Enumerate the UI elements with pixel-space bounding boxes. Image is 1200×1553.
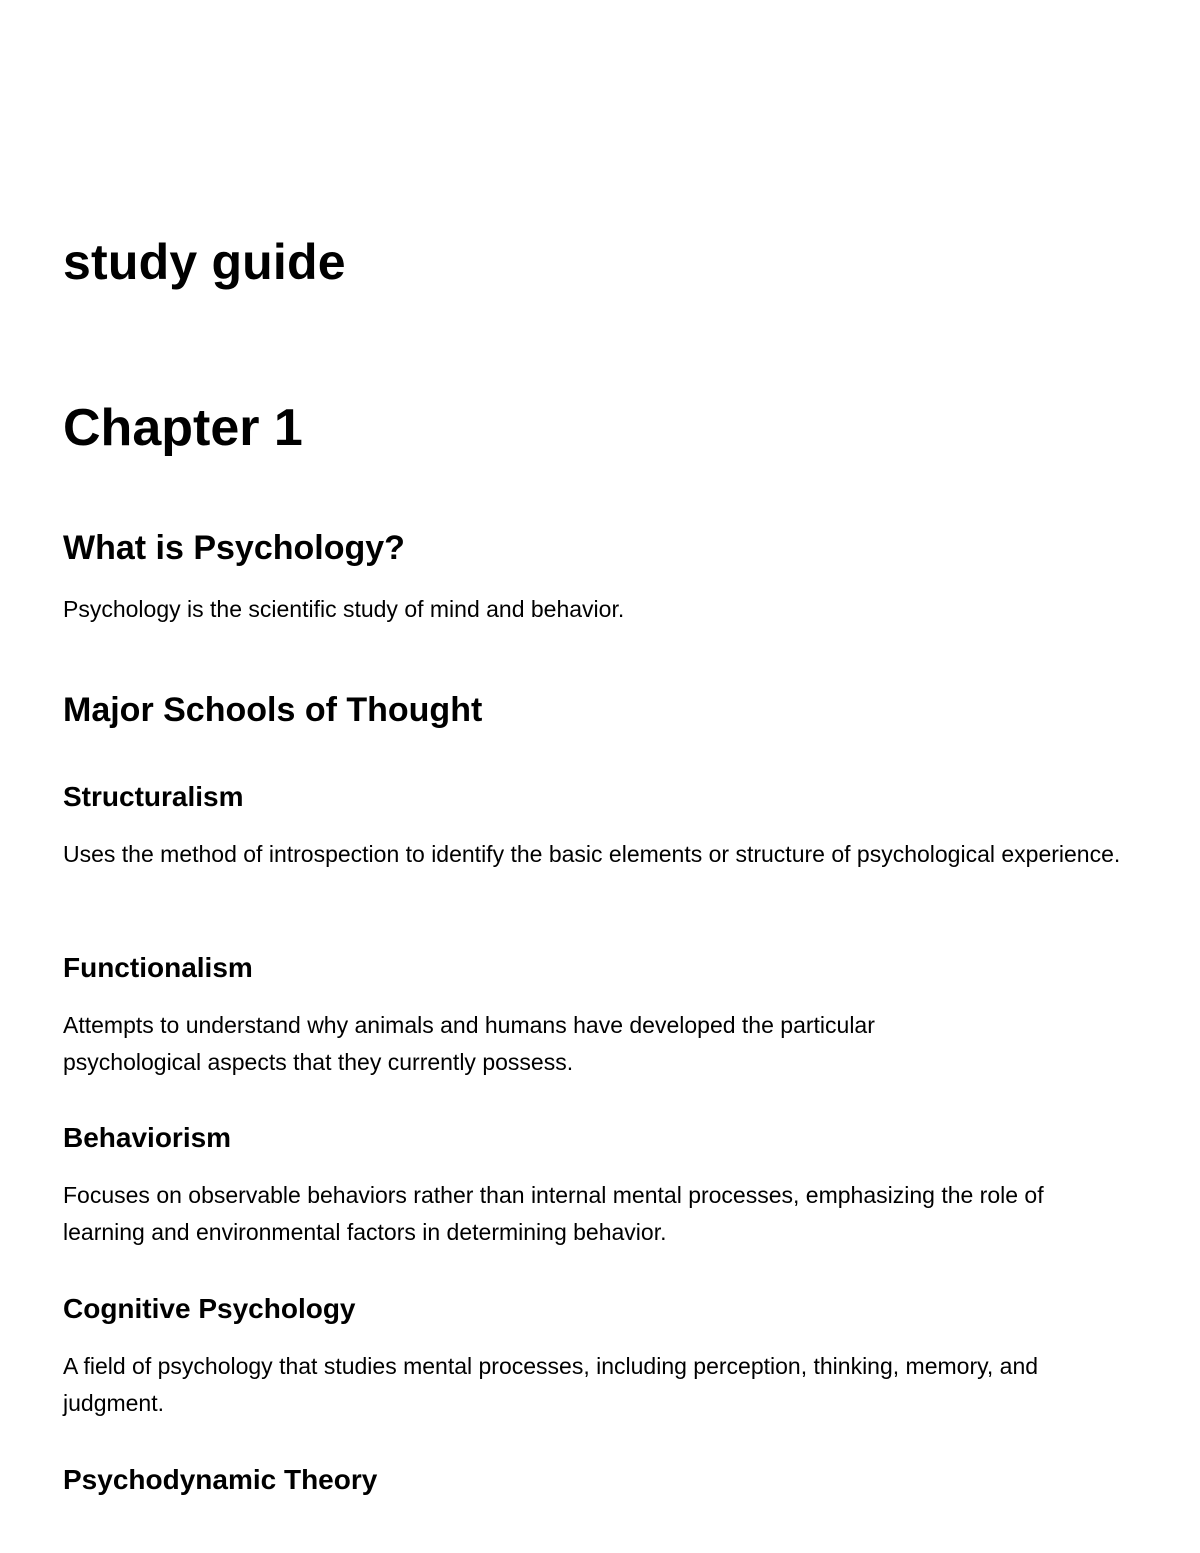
school-heading-cognitive-psychology: Cognitive Psychology (63, 1293, 356, 1324)
school-heading-psychodynamic-theory: Psychodynamic Theory (63, 1464, 378, 1495)
school-description-behaviorism: Focuses on observable behaviors rather than internal mental processes, emphasizing the role of learning and environmental factors in determining behavior. (63, 1182, 1044, 1245)
section-heading-what-is-psychology: What is Psychology? (63, 529, 405, 567)
school-description-structuralism: Uses the method of introspection to identify the basic elements or structure of psychological experience. (63, 841, 1121, 867)
school-heading-behaviorism: Behaviorism (63, 1122, 232, 1153)
section-heading-major-schools: Major Schools of Thought (63, 691, 483, 729)
school-description-functionalism: Attempts to understand why animals and humans have developed the particular psychological aspects that they currently possess. (63, 1012, 875, 1075)
school-description-cognitive-psychology: A field of psychology that studies mental processes, including perception, thinking, memory, and judgment. (63, 1353, 1039, 1416)
chapter-title: Chapter 1 (63, 399, 303, 457)
school-heading-functionalism: Functionalism (63, 952, 253, 983)
school-heading-structuralism: Structuralism (63, 781, 244, 812)
document-title: study guide (63, 234, 346, 290)
definition-paragraph: Psychology is the scientific study of mind and behavior. (63, 596, 625, 622)
